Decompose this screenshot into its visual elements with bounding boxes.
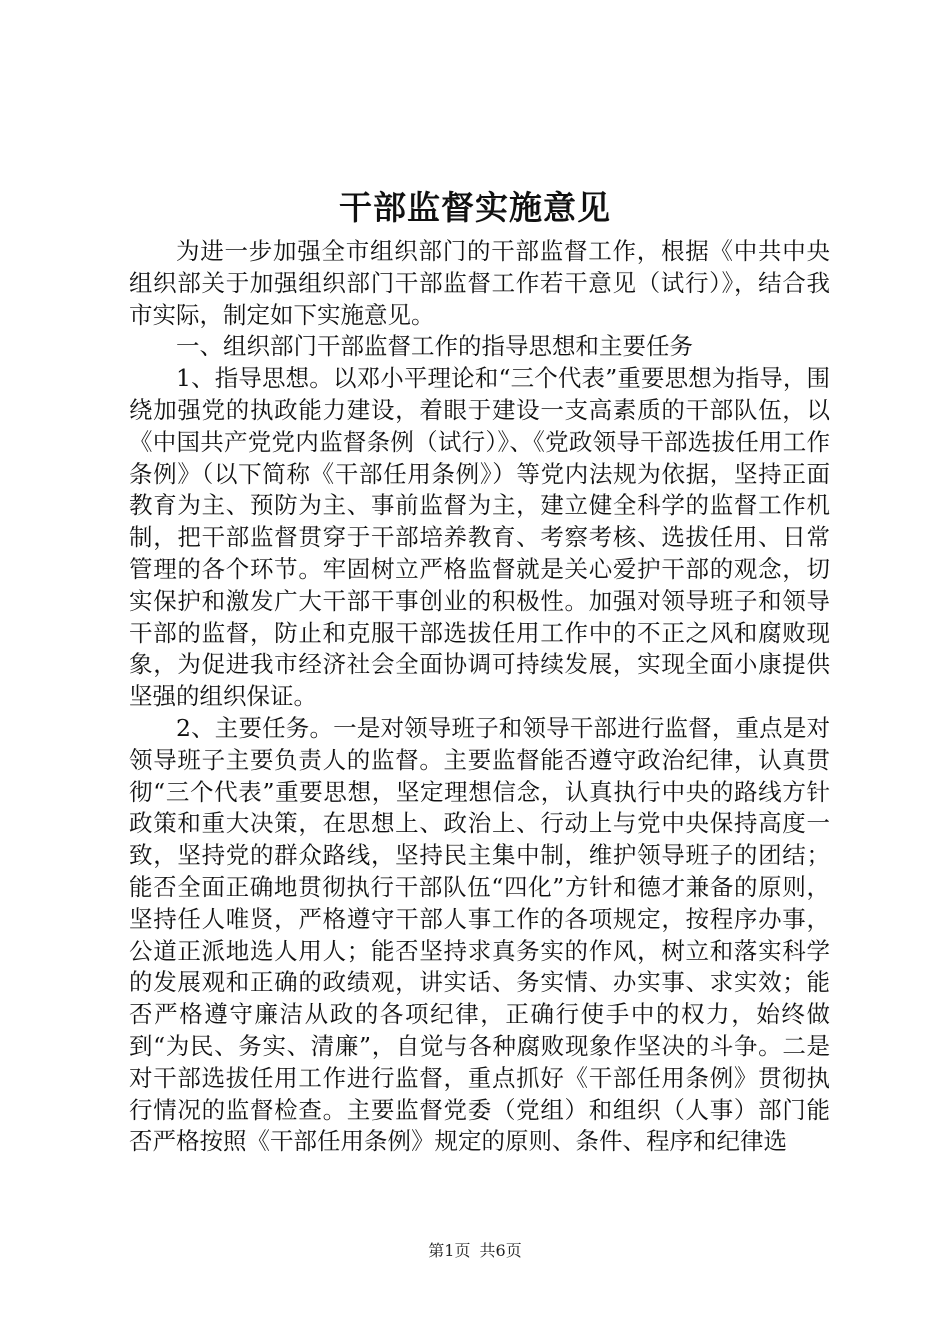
paragraph-intro: 为进一步加强全市组织部门的干部监督工作，根据《中共中央组织部关于加强组织部门干部监督工作若干意见（试行）》，结合我市实际，制定如下实施意见。 (129, 237, 830, 329)
page-total: 共6页 (479, 1241, 522, 1260)
paragraph-guiding-thought: 1、指导思想。以邓小平理论和“三个代表”重要思想为指导，围绕加强党的执政能力建设，着眼于建设一支高素质的干部队伍，以《中国共产党党内监督条例（试行）》、《党政领导干部选拔任用工作条例》（以下简称《干部任用条例》）等党内法规为依据，坚持正面教育为主、预防为主、事前监督为主，建立健全科学的监督工作机制，把干部监督贯穿于干部培养教育、考察考核、选拔任用、日常管理的各个环节。牢固树立严格监督就是关心爱护干部的观念，切实保护和激发广大干部干事创业的积极性。加强对领导班子和领导干部的监督，防止和克服干部选拔任用工作中的不正之风和腐败现象，为促进我市经济社会全面协调可持续发展，实现全面小康提供坚强的组织保证。 (129, 364, 830, 711)
section-heading-1: 一、组织部门干部监督工作的指导思想和主要任务 (176, 332, 693, 361)
page-number: 第1页 (428, 1241, 471, 1260)
page-footer (0, 1240, 950, 1262)
document-title: 干部监督实施意见 (339, 188, 611, 227)
document-body (129, 236, 830, 1158)
paragraph-main-tasks: 2、主要任务。一是对领导班子和领导干部进行监督，重点是对领导班子主要负责人的监督。主要监督能否遵守政治纪律，认真贯彻“三个代表”重要思想，坚定理想信念，认真执行中央的路线方针政策和重大决策，在思想上、政治上、行动上与党中央保持高度一致，坚持党的群众路线，坚持民主集中制，维护领导班子的团结；能否全面正确地贯彻执行干部队伍“四化”方针和德才兼备的原则，坚持任人唯贤，严格遵守干部人事工作的各项规定，按程序办事，公道正派地选人用人；能否坚持求真务实的作风，树立和落实科学的发展观和正确的政绩观，讲实话、务实情、办实事、求实效；能否严格遵守廉洁从政的各项纪律，正确行使手中的权力，始终做到“为民、务实、清廉”，自觉与各种腐败现象作坚决的斗争。二是对干部选拔任用工作进行监督，重点抓好《干部任用条例》贯彻执行情况的监督检查。主要监督党委（党组）和组织（人事）部门能否严格按照《干部任用条例》规定的原则、条件、程序和纪律选 (129, 713, 830, 1156)
